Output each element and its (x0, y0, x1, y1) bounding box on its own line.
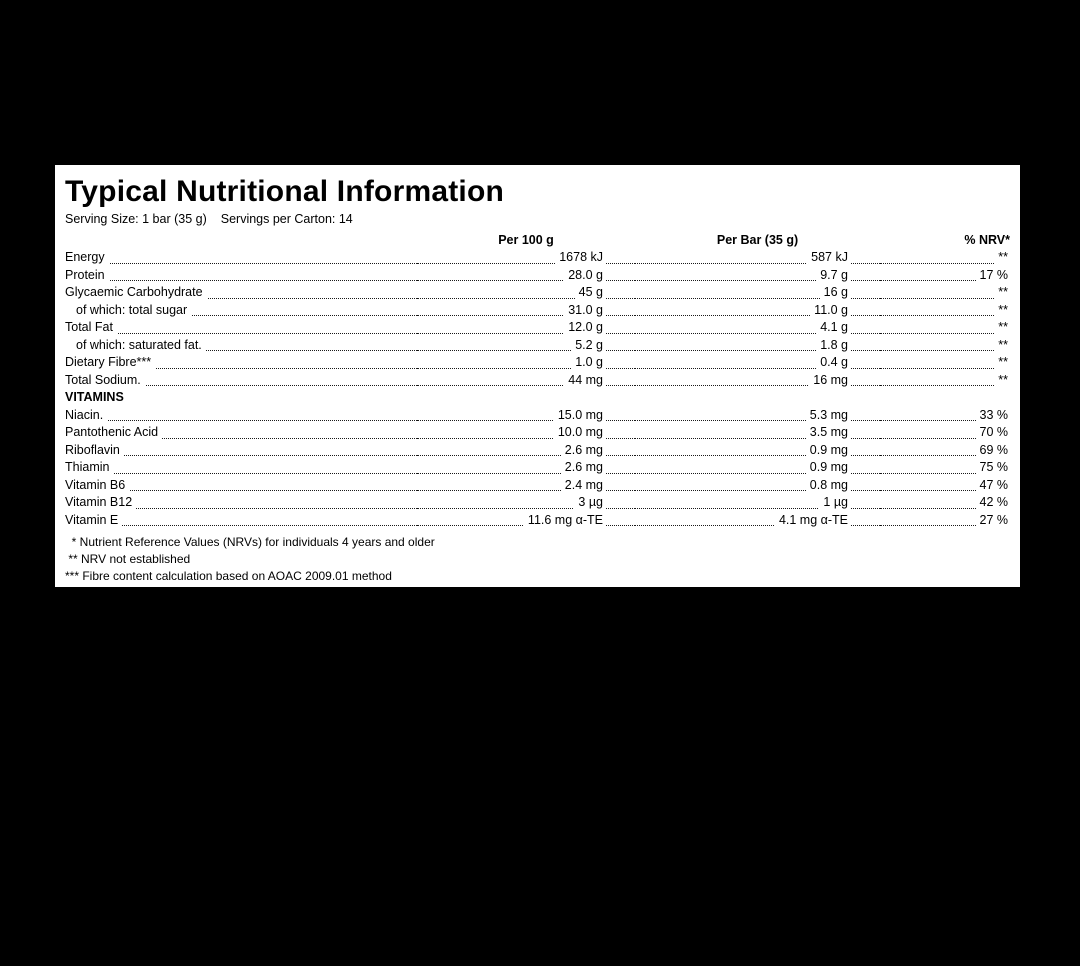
nutrient-label: of which: total sugar (65, 303, 191, 317)
column-header-nutrient (65, 232, 417, 250)
nutrient-label-cell (65, 459, 417, 477)
value-nrv: 27 % (976, 513, 1011, 527)
value-per-100g: 5.2 g (571, 338, 605, 352)
column-header-per-bar: Per Bar (35 g) (716, 232, 799, 247)
value-per-100g-cell (417, 459, 635, 477)
value-per-100g: 15.0 mg (554, 408, 605, 422)
value-per-bar-cell (635, 424, 880, 442)
value-per-bar-cell (635, 442, 880, 460)
nutrient-label: Protein (65, 268, 109, 282)
table-row (65, 477, 1010, 495)
table-header (65, 232, 1010, 250)
value-per-bar: 9.7 g (816, 268, 850, 282)
value-per-100g: 10.0 mg (554, 425, 605, 439)
nutrition-table (65, 232, 1010, 530)
page-title: Typical Nutritional Information (65, 175, 504, 208)
value-nrv-cell (880, 407, 1010, 425)
value-per-100g-cell (417, 442, 635, 460)
value-nrv: ** (994, 320, 1010, 334)
nutrient-label-cell (65, 302, 417, 320)
value-nrv: 47 % (976, 478, 1011, 492)
nutrient-label-cell (65, 477, 417, 495)
value-per-bar: 16 mg (809, 373, 850, 387)
value-per-100g-cell (417, 407, 635, 425)
value-per-100g-cell (417, 494, 635, 512)
value-per-100g: 11.6 mg α-TE (524, 513, 605, 527)
value-per-100g: 2.4 mg (561, 478, 605, 492)
nutrition-information-panel (55, 165, 1020, 587)
value-per-bar: 4.1 mg α-TE (775, 513, 850, 527)
section-heading-row (65, 389, 1010, 407)
table-row (65, 249, 1010, 267)
value-per-bar: 11.0 g (810, 303, 850, 317)
value-nrv: 70 % (976, 425, 1011, 439)
nutrient-label-cell (65, 319, 417, 337)
value-per-bar: 0.9 mg (806, 460, 850, 474)
table-row (65, 372, 1010, 390)
nutrient-label-cell (65, 407, 417, 425)
nutrient-label-cell (65, 442, 417, 460)
value-per-100g: 2.6 mg (561, 443, 605, 457)
table-row (65, 442, 1010, 460)
value-per-bar-cell (635, 477, 880, 495)
value-nrv-cell (880, 424, 1010, 442)
value-per-bar-cell (635, 319, 880, 337)
table-row (65, 459, 1010, 477)
footnote: * Nutrient Reference Values (NRVs) for individuals 4 years and older (65, 535, 435, 549)
table-row (65, 319, 1010, 337)
value-nrv-cell (880, 284, 1010, 302)
value-per-bar-cell (635, 284, 880, 302)
value-nrv: 42 % (976, 495, 1011, 509)
value-per-100g-cell (417, 477, 635, 495)
value-per-bar-cell (635, 337, 880, 355)
table-row (65, 424, 1010, 442)
column-header-per-100g: Per 100 g (498, 232, 554, 247)
value-per-bar: 587 kJ (807, 250, 850, 264)
value-per-100g-cell (417, 284, 635, 302)
value-nrv: 33 % (976, 408, 1011, 422)
table-header-row (65, 232, 1010, 250)
nutrient-label: Vitamin B12 (65, 495, 136, 509)
value-per-100g-cell (417, 424, 635, 442)
value-per-100g: 1.0 g (571, 355, 605, 369)
nutrient-label: Total Fat (65, 320, 117, 334)
value-nrv-cell (880, 494, 1010, 512)
table-body-vitamins (65, 389, 1010, 529)
value-nrv: ** (994, 355, 1010, 369)
value-per-100g: 28.0 g (564, 268, 605, 282)
nutrient-label: Niacin. (65, 408, 107, 422)
value-per-bar-cell (635, 494, 880, 512)
value-per-100g: 1678 kJ (555, 250, 605, 264)
value-per-100g-cell (417, 337, 635, 355)
value-nrv-cell (880, 459, 1010, 477)
value-per-bar-cell (635, 407, 880, 425)
table-row (65, 267, 1010, 285)
value-per-100g: 45 g (575, 285, 605, 299)
value-per-bar: 0.8 mg (806, 478, 850, 492)
table-row (65, 407, 1010, 425)
nutrient-label-cell (65, 284, 417, 302)
nutrient-label-cell (65, 512, 417, 530)
value-nrv-cell (880, 249, 1010, 267)
value-per-bar: 1 µg (819, 495, 850, 509)
nutrient-label: Dietary Fibre*** (65, 355, 155, 369)
value-nrv-cell (880, 267, 1010, 285)
value-per-bar: 0.4 g (816, 355, 850, 369)
value-nrv-cell (880, 319, 1010, 337)
table-row (65, 284, 1010, 302)
value-per-bar: 0.9 mg (806, 443, 850, 457)
value-nrv: ** (994, 373, 1010, 387)
table-body-main (65, 249, 1010, 389)
column-header-nrv: % NRV* (964, 232, 1010, 247)
nutrient-label: Glycaemic Carbohydrate (65, 285, 207, 299)
nutrient-label: of which: saturated fat. (65, 338, 206, 352)
value-nrv: ** (994, 338, 1010, 352)
nutrient-label: Vitamin B6 (65, 478, 129, 492)
value-per-100g-cell (417, 249, 635, 267)
value-per-100g: 12.0 g (564, 320, 605, 334)
nutrient-label-cell (65, 424, 417, 442)
table-row (65, 512, 1010, 530)
value-per-100g: 3 µg (574, 495, 605, 509)
value-per-bar-cell (635, 372, 880, 390)
vitamins-heading-cell (65, 389, 1010, 407)
value-nrv-cell (880, 442, 1010, 460)
value-nrv: ** (994, 303, 1010, 317)
nutrient-label-cell (65, 267, 417, 285)
value-nrv-cell (880, 512, 1010, 530)
nutrient-label: Thiamin (65, 460, 113, 474)
value-per-100g-cell (417, 302, 635, 320)
value-per-bar: 4.1 g (816, 320, 850, 334)
value-per-100g: 31.0 g (564, 303, 605, 317)
value-per-100g-cell (417, 512, 635, 530)
nutrient-label: Riboflavin (65, 443, 124, 457)
value-per-bar-cell (635, 354, 880, 372)
nutrient-label-cell (65, 249, 417, 267)
value-per-bar: 3.5 mg (806, 425, 850, 439)
footnote: ** NRV not established (65, 552, 191, 566)
table-row (65, 354, 1010, 372)
value-per-100g-cell (417, 354, 635, 372)
value-nrv-cell (880, 477, 1010, 495)
value-per-100g-cell (417, 372, 635, 390)
value-nrv: ** (994, 250, 1010, 264)
value-per-100g-cell (417, 267, 635, 285)
table-row (65, 302, 1010, 320)
footnote: *** Fibre content calculation based on AOAC 2009.01 method (65, 569, 392, 583)
value-per-bar: 5.3 mg (806, 408, 850, 422)
nutrient-label-cell (65, 372, 417, 390)
nutrient-label: Total Sodium. (65, 373, 145, 387)
serving-size-text: Serving Size: 1 bar (35 g) (65, 211, 207, 226)
nutrient-label-cell (65, 354, 417, 372)
table-row (65, 494, 1010, 512)
nutrient-label-cell (65, 337, 417, 355)
value-nrv-cell (880, 337, 1010, 355)
table-row (65, 337, 1010, 355)
value-nrv: 69 % (976, 443, 1011, 457)
servings-per-carton-text: Servings per Carton: 14 (220, 211, 353, 226)
value-per-bar-cell (635, 302, 880, 320)
footnotes (65, 534, 1020, 585)
value-nrv-cell (880, 354, 1010, 372)
value-per-100g-cell (417, 319, 635, 337)
vitamins-heading: VITAMINS (65, 390, 128, 404)
value-nrv-cell (880, 302, 1010, 320)
value-nrv-cell (880, 372, 1010, 390)
value-per-bar-cell (635, 512, 880, 530)
value-nrv: 17 % (976, 268, 1011, 282)
value-per-bar: 16 g (820, 285, 850, 299)
value-per-bar: 1.8 g (816, 338, 850, 352)
serving-info (65, 212, 1020, 226)
value-per-bar-cell (635, 459, 880, 477)
value-per-bar-cell (635, 267, 880, 285)
value-per-bar-cell (635, 249, 880, 267)
value-per-100g: 2.6 mg (561, 460, 605, 474)
value-nrv: ** (994, 285, 1010, 299)
nutrient-label: Energy (65, 250, 109, 264)
value-per-100g: 44 mg (564, 373, 605, 387)
nutrient-label: Pantothenic Acid (65, 425, 162, 439)
value-nrv: 75 % (976, 460, 1011, 474)
nutrient-label-cell (65, 494, 417, 512)
nutrient-label: Vitamin E (65, 513, 122, 527)
